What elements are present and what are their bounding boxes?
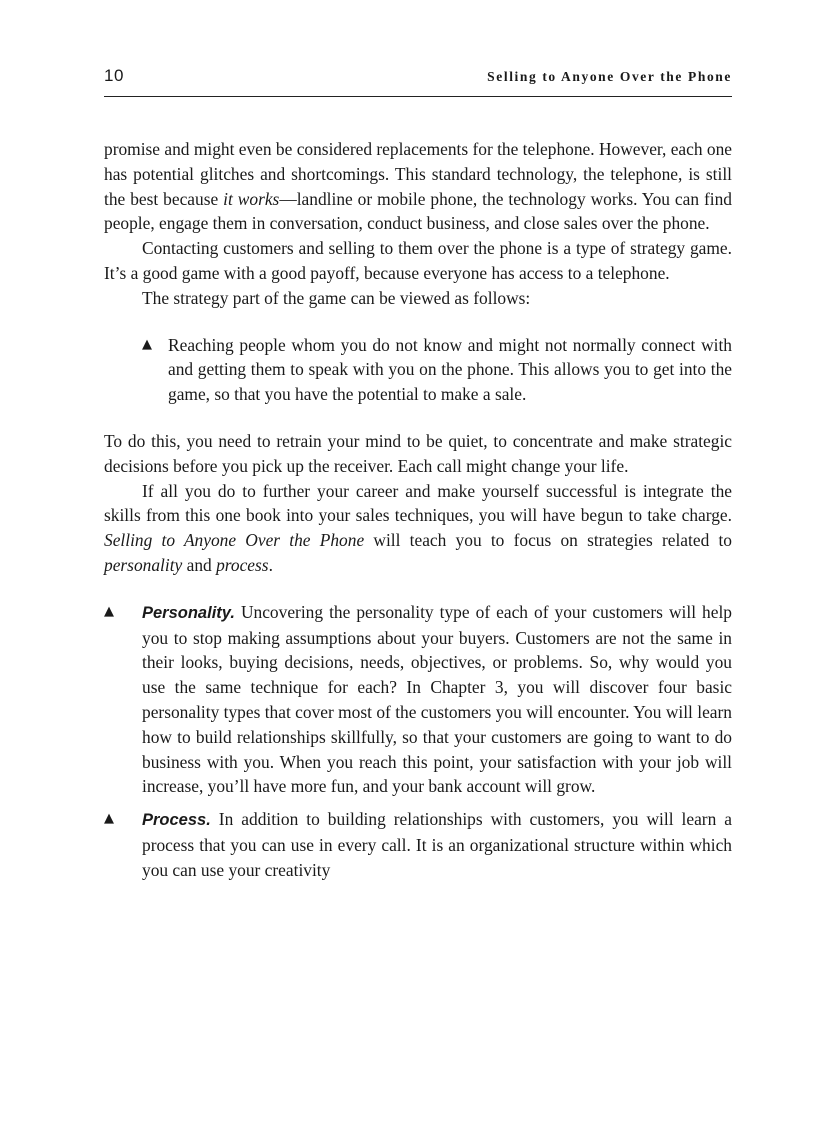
- paragraph-5-text-a: If all you do to further your career and make yourself successful is integrate the skills from this one book into your sales techniques, you will have begun to take charge.: [104, 480, 732, 526]
- paragraph-3: The strategy part of the game can be viewed as follows:: [142, 287, 531, 308]
- page-body: [104, 137, 732, 883]
- paragraph-1-emphasis: it works: [223, 188, 280, 209]
- bullet-term-process: Process.: [142, 811, 211, 830]
- focus-bullet-personality: [104, 600, 732, 799]
- book-page: [104, 62, 732, 891]
- process-emphasis: process: [216, 554, 269, 575]
- personality-emphasis: personality: [104, 554, 183, 575]
- paragraph-5-text-d: .: [268, 554, 273, 575]
- strategy-bullet-text: Reaching people whom you do not know and might not normally connect with and getting them to speak with you on the phone. This allows you to get into the game, so that you have the potential to make a sale.: [168, 334, 732, 405]
- triangle-bullet-icon: ▲: [142, 336, 152, 352]
- triangle-bullet-icon: ▲: [104, 603, 114, 619]
- triangle-bullet-icon: ▲: [104, 811, 114, 827]
- bullet-term-personality: Personality.: [142, 603, 235, 622]
- page-header: [104, 62, 732, 97]
- focus-bullet-list: [104, 600, 732, 883]
- bullet-text-process: In addition to building relationships with customers, you will learn a process that you can use in every call. It is an organizational structure within which you can use your creativity: [142, 809, 732, 880]
- bullet-text-personality: Uncovering the personality type of each of your customers will help you to stop making assumptions about your buyers. Customers are not the same in their looks, buying decisions, needs, objectives, or problems. So, why would you use the same technique for each? In Chapter 3, you will discover four basic personality types that cover most of the customers you will encounter. You will learn how to build relationships skillfully, so that your customers are going to want to do business with you. When you reach this point, your satisfaction with your job will increase, you’ll have more fun, and your bank account will grow.: [142, 601, 732, 797]
- paragraph-4: To do this, you need to retrain your mind to be quiet, to concentrate and make strategic decisions before you pick up the receiver. Each call might change your life.: [104, 430, 732, 476]
- strategy-bullet-list: [104, 333, 732, 407]
- paragraph-5: [104, 479, 732, 578]
- strategy-bullet-item: [142, 333, 732, 407]
- book-title-emphasis: Selling to Anyone Over the Phone: [104, 530, 365, 551]
- paragraph-1-text-a: promise and might even be considered replacements for the telephone. However, each one has potential glitches and shortcomings. This standard technology, the telephone, is still the best because: [104, 139, 733, 209]
- paragraph-1-text-b: —landline or mobile phone, the technology works. You can find people, engage them in conversation, conduct business, and close sales over the phone.: [104, 188, 733, 234]
- page-number: 10: [104, 66, 124, 85]
- paragraph-5-text-b: will teach you to focus on strategies related to: [364, 530, 733, 551]
- focus-bullet-process: [104, 807, 732, 882]
- paragraph-5-text-c: and: [182, 554, 217, 575]
- paragraph-2: Contacting customers and selling to them over the phone is a type of strategy game. It’s a good game with a good payoff, because everyone has access to a telephone.: [104, 238, 732, 283]
- running-title: Selling to Anyone Over the Phone: [487, 69, 732, 84]
- paragraph-1: [104, 137, 732, 236]
